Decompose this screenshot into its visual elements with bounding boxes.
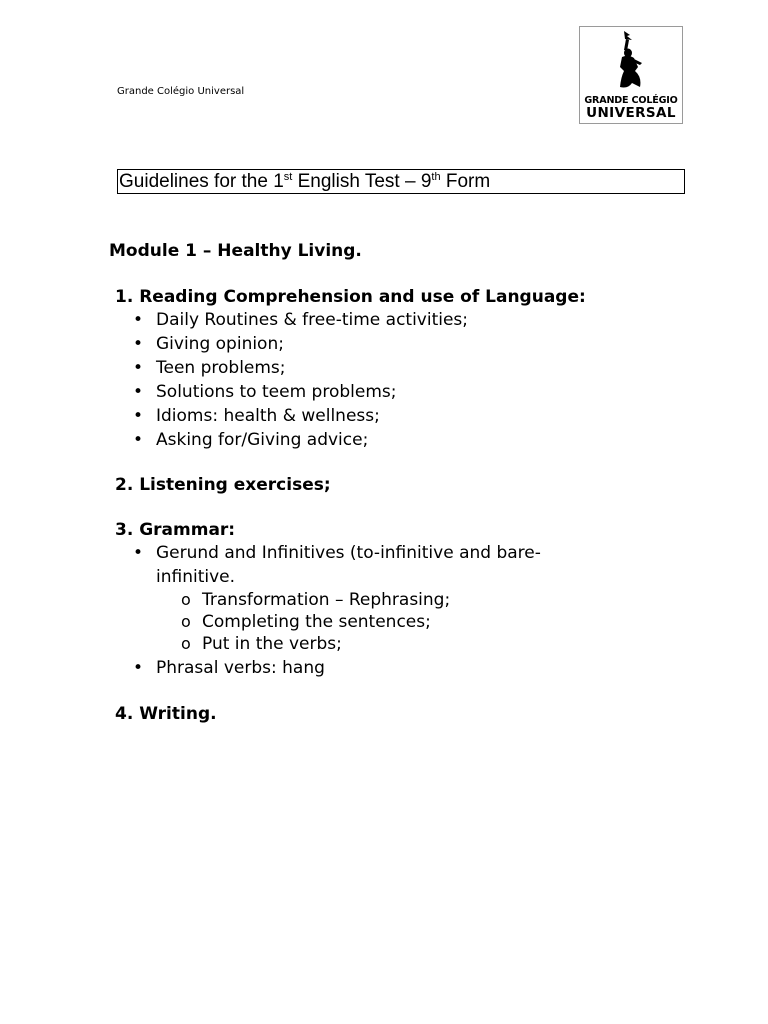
title-text-part3: Form <box>440 171 491 192</box>
bullet-icon: • <box>133 430 144 450</box>
section-title: Listening exercises; <box>139 475 331 495</box>
bullet-icon: • <box>133 382 144 402</box>
section-reading-heading <box>115 286 586 308</box>
list-item: Teen problems; <box>156 358 286 378</box>
sub-bullet-icon: o <box>181 634 191 653</box>
sub-list-item: Put in the verbs; <box>202 634 342 654</box>
logo-text-universal: UNIVERSAL <box>586 105 676 121</box>
title-text-part1: Guidelines for the 1 <box>119 171 284 192</box>
logo-text-grande-colegio: GRANDE COLÉGIO <box>584 95 678 106</box>
module-heading: Module 1 – Healthy Living. <box>109 241 362 261</box>
sub-bullet-icon: o <box>181 590 191 609</box>
bullet-icon: • <box>133 358 144 378</box>
section-title: Writing. <box>139 704 217 724</box>
bullet-icon: • <box>133 543 144 563</box>
section-number: 2. <box>115 475 134 495</box>
list-item: Gerund and Infinitives (to-infinitive and bare- <box>156 543 541 563</box>
section-number: 4. <box>115 704 134 724</box>
title-superscript-th: th <box>431 171 441 183</box>
sub-list-item: Completing the sentences; <box>202 612 431 632</box>
section-listening-heading <box>115 474 331 496</box>
bullet-icon: • <box>133 406 144 426</box>
list-item-continuation: infinitive. <box>156 567 236 587</box>
bullet-icon: • <box>133 334 144 354</box>
title-superscript-st: st <box>283 171 293 183</box>
sub-list-item: Transformation – Rephrasing; <box>202 590 451 610</box>
document-title <box>117 169 685 194</box>
section-number: 3. <box>115 520 134 540</box>
section-title: Reading Comprehension and use of Language: <box>139 287 586 307</box>
school-logo <box>579 26 683 124</box>
list-item: Giving opinion; <box>156 334 284 354</box>
school-name: Grande Colégio Universal <box>117 86 245 97</box>
section-writing-heading <box>115 703 217 725</box>
list-item: Asking for/Giving advice; <box>156 430 369 450</box>
list-item: Solutions to teem problems; <box>156 382 397 402</box>
sub-bullet-icon: o <box>181 612 191 631</box>
section-grammar-heading <box>115 519 235 541</box>
list-item: Phrasal verbs: hang <box>156 658 325 678</box>
title-text-part2: English Test – 9 <box>292 171 432 192</box>
section-number: 1. <box>115 287 134 307</box>
statue-icon <box>580 27 682 93</box>
list-item: Daily Routines & free-time activities; <box>156 310 469 330</box>
bullet-icon: • <box>133 310 144 330</box>
list-item: Idioms: health & wellness; <box>156 406 380 426</box>
section-title: Grammar: <box>139 520 236 540</box>
bullet-icon: • <box>133 658 144 678</box>
